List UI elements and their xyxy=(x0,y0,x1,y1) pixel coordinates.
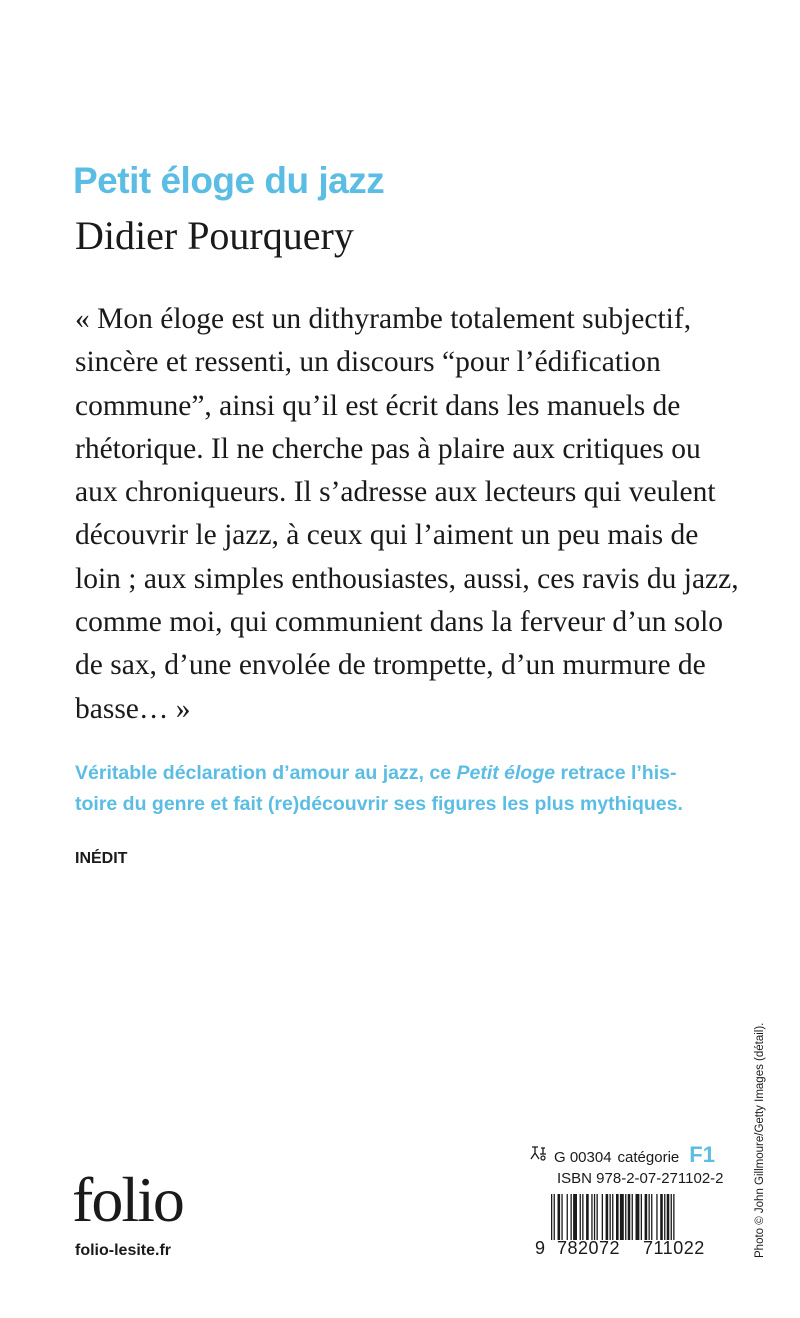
barcode-bar xyxy=(664,1194,665,1240)
category-code: F1 xyxy=(689,1142,715,1167)
barcode-bar xyxy=(597,1194,598,1240)
quote-line: « Mon éloge est un dithyrambe totalement subjectif, xyxy=(75,303,692,335)
isbn: ISBN 978-2-07-271102-2 xyxy=(557,1170,724,1187)
barcode-bar xyxy=(582,1194,583,1240)
barcode-bar xyxy=(606,1194,609,1240)
blurb-line xyxy=(75,758,735,789)
quote-line: comme moi, qui communient dans la ferveur d’un solo xyxy=(75,606,724,639)
blurb xyxy=(75,758,735,820)
price-code-line xyxy=(528,1142,715,1168)
barcode-bar xyxy=(656,1194,657,1240)
blurb-text: Véritable déclaration d’amour au jazz, ce xyxy=(75,762,457,784)
quote-line: commune”, ainsi qu’il est écrit dans les manuels de xyxy=(75,389,681,422)
quote-line: basse… » xyxy=(75,692,191,725)
quote-line: sincère et ressenti, un discours “pour l’édification xyxy=(75,346,661,379)
barcode-bar xyxy=(632,1194,633,1240)
barcode-bar xyxy=(610,1194,611,1240)
barcode-bar xyxy=(651,1194,652,1240)
quote-line: loin ; aux simples enthousiastes, aussi, ces ravis du jazz, xyxy=(75,562,739,595)
barcode-bar xyxy=(591,1194,592,1240)
publisher-website: folio-lesite.fr xyxy=(75,1242,172,1259)
barcode-bar xyxy=(641,1194,642,1240)
barcode xyxy=(551,1194,723,1240)
barcode-bar xyxy=(612,1194,613,1240)
barcode-bar xyxy=(567,1194,568,1240)
book-title: Petit éloge du jazz xyxy=(73,160,385,201)
blurb-line: toire du genre et fait (re)découvrir ses figures les plus mythiques. xyxy=(75,793,683,815)
barcode-group-left: 782072 xyxy=(557,1238,621,1258)
photo-credit: Photo © John Gillmoure/Getty Images (détail). xyxy=(754,1022,766,1258)
barcode-bar xyxy=(667,1194,670,1240)
barcode-bar xyxy=(649,1194,650,1240)
barcode-bar xyxy=(673,1194,674,1240)
barcode-bar xyxy=(616,1194,619,1240)
barcode-bar xyxy=(671,1194,672,1240)
barcode-bar xyxy=(628,1194,631,1240)
barcode-bar xyxy=(571,1194,572,1240)
price-code: G 00304 xyxy=(554,1149,612,1166)
barcode-bar xyxy=(573,1194,577,1240)
folio-logo: folio xyxy=(72,1164,183,1235)
quote-line: de sax, d’une envolée de trompette, d’un murmure de xyxy=(75,649,706,682)
barcode-bar xyxy=(636,1194,640,1240)
recycle-icon xyxy=(528,1144,548,1166)
barcode-bar xyxy=(580,1194,581,1240)
barcode-bar xyxy=(561,1194,562,1240)
blurb-text: retrace l’his- xyxy=(555,762,677,784)
barcode-bar xyxy=(602,1194,603,1240)
quote-line: découvrir le jazz, à ceux qui l’aiment un peu mais de xyxy=(75,519,699,552)
barcode-bar xyxy=(645,1194,648,1240)
barcode-bar xyxy=(586,1194,589,1240)
barcode-bar xyxy=(594,1194,595,1240)
barcode-bar xyxy=(551,1194,552,1240)
barcode-bar xyxy=(558,1194,561,1240)
book-author: Didier Pourquery xyxy=(75,213,354,258)
category-label: catégorie xyxy=(617,1149,680,1166)
blurb-italic-title: Petit éloge xyxy=(456,762,556,784)
barcode-bar xyxy=(660,1194,663,1240)
barcode-bar xyxy=(620,1194,624,1240)
quote-line: aux chroniqueurs. Il s’adresse aux lecteurs qui veulent xyxy=(75,476,716,509)
quote-line: rhétorique. Il ne cherche pas à plaire aux critiques ou xyxy=(75,432,701,465)
barcode-bar xyxy=(625,1194,626,1240)
barcode-group-right: 711022 xyxy=(643,1238,705,1258)
barcode-first-digit: 9 xyxy=(535,1238,546,1258)
barcode-bar xyxy=(554,1194,555,1240)
unpublished-label: INÉDIT xyxy=(75,850,128,867)
back-cover-quote xyxy=(75,298,739,731)
